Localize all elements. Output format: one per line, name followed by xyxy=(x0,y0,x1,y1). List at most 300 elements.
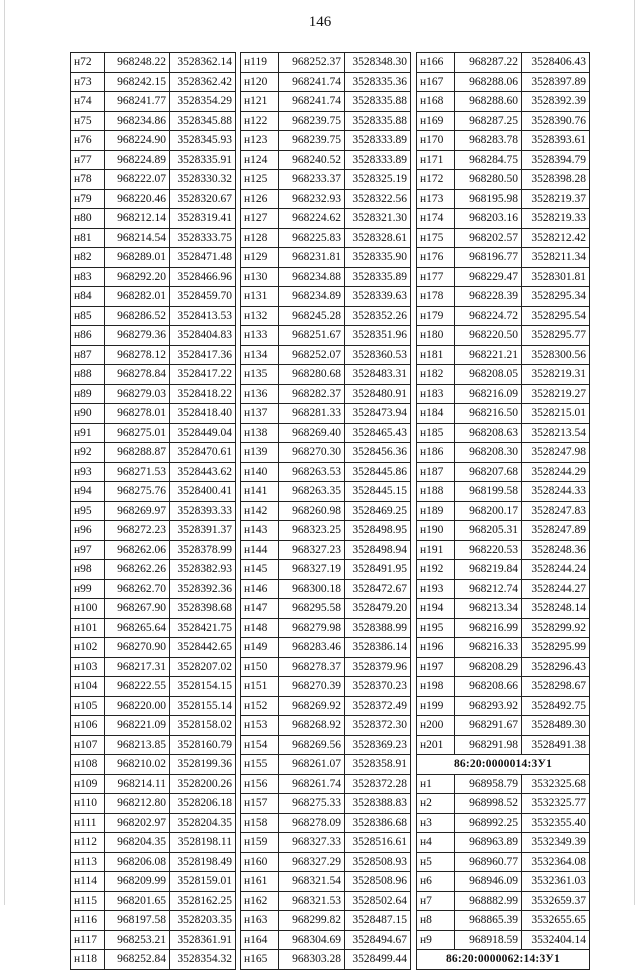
point-id: н94 xyxy=(71,482,105,502)
y-coordinate: 3528372.28 xyxy=(345,774,411,794)
y-coordinate: 3528319.41 xyxy=(170,209,236,229)
point-id: н107 xyxy=(71,735,105,755)
table-row xyxy=(241,833,411,853)
y-coordinate: 3528219.33 xyxy=(522,209,590,229)
x-coordinate: 968224.72 xyxy=(455,306,522,326)
point-id: н79 xyxy=(71,189,105,209)
table-row xyxy=(71,345,236,365)
y-coordinate: 3528335.88 xyxy=(345,92,411,112)
y-coordinate: 3528472.67 xyxy=(345,579,411,599)
x-coordinate: 968208.30 xyxy=(455,443,522,463)
point-id: н189 xyxy=(417,501,455,521)
x-coordinate: 968199.58 xyxy=(455,482,522,502)
y-coordinate: 3532655.65 xyxy=(522,911,590,931)
x-coordinate: 968212.14 xyxy=(105,209,170,229)
x-coordinate: 968221.21 xyxy=(455,345,522,365)
x-coordinate: 968327.33 xyxy=(279,833,345,853)
table-row xyxy=(241,735,411,755)
x-coordinate: 968268.92 xyxy=(279,716,345,736)
x-coordinate: 968209.99 xyxy=(105,872,170,892)
y-coordinate: 3528418.40 xyxy=(170,404,236,424)
table-row xyxy=(417,950,590,970)
y-coordinate: 3528206.18 xyxy=(170,794,236,814)
point-id: н131 xyxy=(241,287,279,307)
point-id: н182 xyxy=(417,365,455,385)
y-coordinate: 3528494.67 xyxy=(345,930,411,950)
table-row xyxy=(71,618,236,638)
table-row xyxy=(71,482,236,502)
table-row xyxy=(241,579,411,599)
point-id: н159 xyxy=(241,833,279,853)
y-coordinate: 3528392.39 xyxy=(522,92,590,112)
y-coordinate: 3528299.92 xyxy=(522,618,590,638)
table-row xyxy=(71,404,236,424)
y-coordinate: 3528487.15 xyxy=(345,911,411,931)
point-id: н191 xyxy=(417,540,455,560)
table-row xyxy=(417,287,590,307)
y-coordinate: 3528219.37 xyxy=(522,189,590,209)
y-coordinate: 3528418.22 xyxy=(170,384,236,404)
table-row xyxy=(71,852,236,872)
point-id: н180 xyxy=(417,326,455,346)
point-id: н172 xyxy=(417,170,455,190)
x-coordinate: 968220.53 xyxy=(455,540,522,560)
point-id: н184 xyxy=(417,404,455,424)
x-coordinate: 968865.39 xyxy=(455,911,522,931)
table-row xyxy=(71,638,236,658)
point-id: н153 xyxy=(241,716,279,736)
table-row xyxy=(71,560,236,580)
x-coordinate: 968270.90 xyxy=(105,638,170,658)
point-id: н113 xyxy=(71,852,105,872)
y-coordinate: 3528162.25 xyxy=(170,891,236,911)
y-coordinate: 3528244.33 xyxy=(522,482,590,502)
y-coordinate: 3528301.81 xyxy=(522,267,590,287)
table-row xyxy=(241,540,411,560)
point-id: н195 xyxy=(417,618,455,638)
y-coordinate: 3528491.38 xyxy=(522,735,590,755)
table-row xyxy=(241,248,411,268)
table-row xyxy=(71,755,236,775)
point-id: н101 xyxy=(71,618,105,638)
point-id: н120 xyxy=(241,72,279,92)
y-coordinate: 3528203.35 xyxy=(170,911,236,931)
point-id: н99 xyxy=(71,579,105,599)
y-coordinate: 3528394.79 xyxy=(522,150,590,170)
table-row xyxy=(71,443,236,463)
x-coordinate: 968263.53 xyxy=(279,462,345,482)
point-id: н128 xyxy=(241,228,279,248)
x-coordinate: 968279.36 xyxy=(105,326,170,346)
point-id: н108 xyxy=(71,755,105,775)
table-row xyxy=(71,267,236,287)
table-row xyxy=(71,579,236,599)
table-row xyxy=(417,404,590,424)
point-id: н173 xyxy=(417,189,455,209)
table-row xyxy=(71,950,236,970)
table-row xyxy=(417,72,590,92)
y-coordinate: 3528393.61 xyxy=(522,131,590,151)
x-coordinate: 968210.02 xyxy=(105,755,170,775)
x-coordinate: 968288.87 xyxy=(105,443,170,463)
point-id: н97 xyxy=(71,540,105,560)
x-coordinate: 968208.63 xyxy=(455,423,522,443)
point-id: н126 xyxy=(241,189,279,209)
x-coordinate: 968283.78 xyxy=(455,131,522,151)
table-row xyxy=(417,111,590,131)
y-coordinate: 3532325.68 xyxy=(522,774,590,794)
point-id: н156 xyxy=(241,774,279,794)
point-id: н78 xyxy=(71,170,105,190)
x-coordinate: 968291.98 xyxy=(455,735,522,755)
point-id: н86 xyxy=(71,326,105,346)
x-coordinate: 968303.28 xyxy=(279,950,345,970)
y-coordinate: 3528295.34 xyxy=(522,287,590,307)
x-coordinate: 968217.31 xyxy=(105,657,170,677)
y-coordinate: 3528516.61 xyxy=(345,833,411,853)
x-coordinate: 968207.68 xyxy=(455,462,522,482)
point-id: н134 xyxy=(241,345,279,365)
point-id: н137 xyxy=(241,404,279,424)
x-coordinate: 968208.66 xyxy=(455,677,522,697)
x-coordinate: 968201.65 xyxy=(105,891,170,911)
point-id: н167 xyxy=(417,72,455,92)
point-id: н196 xyxy=(417,638,455,658)
table-row xyxy=(71,287,236,307)
x-coordinate: 968220.50 xyxy=(455,326,522,346)
table-row xyxy=(417,755,590,775)
point-id: н115 xyxy=(71,891,105,911)
point-id: н181 xyxy=(417,345,455,365)
point-id: н198 xyxy=(417,677,455,697)
x-coordinate: 968270.30 xyxy=(279,443,345,463)
table-row xyxy=(241,560,411,580)
x-coordinate: 968200.17 xyxy=(455,501,522,521)
table-row xyxy=(417,501,590,521)
y-coordinate: 3528390.76 xyxy=(522,111,590,131)
x-coordinate: 968208.05 xyxy=(455,365,522,385)
point-id: н187 xyxy=(417,462,455,482)
y-coordinate: 3528321.30 xyxy=(345,209,411,229)
point-id: н132 xyxy=(241,306,279,326)
table-row xyxy=(71,599,236,619)
point-id: н152 xyxy=(241,696,279,716)
point-id: н155 xyxy=(241,755,279,775)
y-coordinate: 3528466.96 xyxy=(170,267,236,287)
x-coordinate: 968882.99 xyxy=(455,891,522,911)
y-coordinate: 3528499.44 xyxy=(345,950,411,970)
x-coordinate: 968992.25 xyxy=(455,813,522,833)
point-id: н138 xyxy=(241,423,279,443)
table-row xyxy=(71,462,236,482)
table-row xyxy=(71,365,236,385)
point-id: н81 xyxy=(71,228,105,248)
table-row xyxy=(71,306,236,326)
table-row xyxy=(241,267,411,287)
point-id: н109 xyxy=(71,774,105,794)
x-coordinate: 968278.37 xyxy=(279,657,345,677)
point-id: н201 xyxy=(417,735,455,755)
table-row xyxy=(71,131,236,151)
x-coordinate: 968272.23 xyxy=(105,521,170,541)
point-id: н154 xyxy=(241,735,279,755)
x-coordinate: 968946.09 xyxy=(455,872,522,892)
x-coordinate: 968299.82 xyxy=(279,911,345,931)
x-coordinate: 968963.89 xyxy=(455,833,522,853)
coordinates-table-left xyxy=(70,52,236,970)
table-row xyxy=(241,423,411,443)
table-row xyxy=(417,384,590,404)
y-coordinate: 3528508.96 xyxy=(345,872,411,892)
table-row xyxy=(417,209,590,229)
table-row xyxy=(71,677,236,697)
point-id: н158 xyxy=(241,813,279,833)
y-coordinate: 3528247.89 xyxy=(522,521,590,541)
y-coordinate: 3528406.43 xyxy=(522,53,590,73)
point-id: н73 xyxy=(71,72,105,92)
x-coordinate: 968241.77 xyxy=(105,92,170,112)
point-id: н162 xyxy=(241,891,279,911)
point-id: н150 xyxy=(241,657,279,677)
table-row xyxy=(241,170,411,190)
x-coordinate: 968252.07 xyxy=(279,345,345,365)
point-id: н111 xyxy=(71,813,105,833)
y-coordinate: 3528456.36 xyxy=(345,443,411,463)
x-coordinate: 968197.58 xyxy=(105,911,170,931)
scan-edge-left xyxy=(4,0,5,905)
x-coordinate: 968253.21 xyxy=(105,930,170,950)
point-id: н148 xyxy=(241,618,279,638)
x-coordinate: 968327.23 xyxy=(279,540,345,560)
y-coordinate: 3528398.68 xyxy=(170,599,236,619)
x-coordinate: 968292.20 xyxy=(105,267,170,287)
point-id: н164 xyxy=(241,930,279,950)
table-row xyxy=(241,774,411,794)
table-row xyxy=(241,131,411,151)
point-id: н186 xyxy=(417,443,455,463)
point-id: н92 xyxy=(71,443,105,463)
table-row xyxy=(417,794,590,814)
point-id: н105 xyxy=(71,696,105,716)
table-row xyxy=(241,599,411,619)
y-coordinate: 3528442.65 xyxy=(170,638,236,658)
table-row xyxy=(71,930,236,950)
table-row xyxy=(241,111,411,131)
table-row xyxy=(417,657,590,677)
table-row xyxy=(71,521,236,541)
table-row xyxy=(241,657,411,677)
table-row xyxy=(71,150,236,170)
point-id: н77 xyxy=(71,150,105,170)
table-row xyxy=(71,228,236,248)
table-row xyxy=(417,170,590,190)
table-row xyxy=(417,482,590,502)
y-coordinate: 3528479.20 xyxy=(345,599,411,619)
x-coordinate: 968239.75 xyxy=(279,131,345,151)
point-id: н129 xyxy=(241,248,279,268)
y-coordinate: 3528345.88 xyxy=(170,111,236,131)
x-coordinate: 968221.09 xyxy=(105,716,170,736)
x-coordinate: 968212.80 xyxy=(105,794,170,814)
y-coordinate: 3528471.48 xyxy=(170,248,236,268)
point-id: н169 xyxy=(417,111,455,131)
table-row xyxy=(417,599,590,619)
table-row xyxy=(417,833,590,853)
y-coordinate: 3528219.31 xyxy=(522,365,590,385)
point-id: н2 xyxy=(417,794,455,814)
table-row xyxy=(241,72,411,92)
table-row xyxy=(417,540,590,560)
point-id: н72 xyxy=(71,53,105,73)
y-coordinate: 3528160.79 xyxy=(170,735,236,755)
x-coordinate: 968232.93 xyxy=(279,189,345,209)
table-row xyxy=(71,248,236,268)
x-coordinate: 968286.52 xyxy=(105,306,170,326)
point-id: н96 xyxy=(71,521,105,541)
x-coordinate: 968280.68 xyxy=(279,365,345,385)
table-row xyxy=(241,930,411,950)
table-row xyxy=(241,326,411,346)
point-id: н3 xyxy=(417,813,455,833)
table-row xyxy=(241,521,411,541)
point-id: н146 xyxy=(241,579,279,599)
point-id: н124 xyxy=(241,150,279,170)
x-coordinate: 968245.28 xyxy=(279,306,345,326)
table-row xyxy=(71,813,236,833)
point-id: н135 xyxy=(241,365,279,385)
point-id: н87 xyxy=(71,345,105,365)
table-row xyxy=(71,540,236,560)
y-coordinate: 3528498.94 xyxy=(345,540,411,560)
x-coordinate: 968263.35 xyxy=(279,482,345,502)
table-row xyxy=(241,404,411,424)
y-coordinate: 3528459.70 xyxy=(170,287,236,307)
y-coordinate: 3528339.63 xyxy=(345,287,411,307)
point-id: н183 xyxy=(417,384,455,404)
table-row xyxy=(241,501,411,521)
table-row xyxy=(417,345,590,365)
y-coordinate: 3528204.35 xyxy=(170,813,236,833)
y-coordinate: 3528213.54 xyxy=(522,423,590,443)
point-id: н89 xyxy=(71,384,105,404)
table-row xyxy=(417,677,590,697)
table-row xyxy=(71,72,236,92)
y-coordinate: 3532349.39 xyxy=(522,833,590,853)
table-row xyxy=(71,833,236,853)
point-id: н5 xyxy=(417,852,455,872)
point-id: н127 xyxy=(241,209,279,229)
x-coordinate: 968269.97 xyxy=(105,501,170,521)
x-coordinate: 968204.35 xyxy=(105,833,170,853)
x-coordinate: 968281.33 xyxy=(279,404,345,424)
point-id: н118 xyxy=(71,950,105,970)
y-coordinate: 3528361.91 xyxy=(170,930,236,950)
y-coordinate: 3528352.26 xyxy=(345,306,411,326)
point-id: н151 xyxy=(241,677,279,697)
y-coordinate: 3528449.04 xyxy=(170,423,236,443)
y-coordinate: 3528417.36 xyxy=(170,345,236,365)
point-id: н122 xyxy=(241,111,279,131)
y-coordinate: 3528219.27 xyxy=(522,384,590,404)
table-row xyxy=(241,891,411,911)
point-id: н75 xyxy=(71,111,105,131)
x-coordinate: 968269.92 xyxy=(279,696,345,716)
y-coordinate: 3528320.67 xyxy=(170,189,236,209)
point-id: н190 xyxy=(417,521,455,541)
x-coordinate: 968214.11 xyxy=(105,774,170,794)
y-coordinate: 3528470.61 xyxy=(170,443,236,463)
x-coordinate: 968213.85 xyxy=(105,735,170,755)
table-row xyxy=(71,657,236,677)
x-coordinate: 968239.75 xyxy=(279,111,345,131)
table-row xyxy=(417,150,590,170)
point-id: н116 xyxy=(71,911,105,931)
y-coordinate: 3528404.83 xyxy=(170,326,236,346)
x-coordinate: 968261.07 xyxy=(279,755,345,775)
x-coordinate: 968203.16 xyxy=(455,209,522,229)
point-id: н114 xyxy=(71,872,105,892)
table-row xyxy=(417,228,590,248)
table-row xyxy=(241,852,411,872)
x-coordinate: 968216.33 xyxy=(455,638,522,658)
table-row xyxy=(71,735,236,755)
y-coordinate: 3532361.03 xyxy=(522,872,590,892)
point-id: н121 xyxy=(241,92,279,112)
table-row xyxy=(71,911,236,931)
y-coordinate: 3528335.89 xyxy=(345,267,411,287)
point-id: н200 xyxy=(417,716,455,736)
table-row xyxy=(71,384,236,404)
y-coordinate: 3528351.96 xyxy=(345,326,411,346)
y-coordinate: 3528358.91 xyxy=(345,755,411,775)
table-row xyxy=(417,618,590,638)
point-id: н171 xyxy=(417,150,455,170)
table-row xyxy=(241,462,411,482)
y-coordinate: 3528330.32 xyxy=(170,170,236,190)
x-coordinate: 968240.52 xyxy=(279,150,345,170)
table-row xyxy=(417,92,590,112)
x-coordinate: 968206.08 xyxy=(105,852,170,872)
point-id: н136 xyxy=(241,384,279,404)
point-id: н163 xyxy=(241,911,279,931)
y-coordinate: 3528345.93 xyxy=(170,131,236,151)
point-id: н192 xyxy=(417,560,455,580)
point-id: н178 xyxy=(417,287,455,307)
y-coordinate: 3528491.95 xyxy=(345,560,411,580)
point-id: н103 xyxy=(71,657,105,677)
point-id: н177 xyxy=(417,267,455,287)
point-id: н157 xyxy=(241,794,279,814)
y-coordinate: 3528154.15 xyxy=(170,677,236,697)
y-coordinate: 3528300.56 xyxy=(522,345,590,365)
table-row xyxy=(71,774,236,794)
y-coordinate: 3528465.43 xyxy=(345,423,411,443)
table-row xyxy=(417,872,590,892)
table-row xyxy=(71,111,236,131)
x-coordinate: 968214.54 xyxy=(105,228,170,248)
point-id: н83 xyxy=(71,267,105,287)
x-coordinate: 968212.74 xyxy=(455,579,522,599)
y-coordinate: 3528398.28 xyxy=(522,170,590,190)
table-row xyxy=(241,716,411,736)
y-coordinate: 3528483.31 xyxy=(345,365,411,385)
point-id: н110 xyxy=(71,794,105,814)
y-coordinate: 3528333.89 xyxy=(345,131,411,151)
x-coordinate: 968282.01 xyxy=(105,287,170,307)
x-coordinate: 968958.79 xyxy=(455,774,522,794)
point-id: н90 xyxy=(71,404,105,424)
y-coordinate: 3528469.25 xyxy=(345,501,411,521)
